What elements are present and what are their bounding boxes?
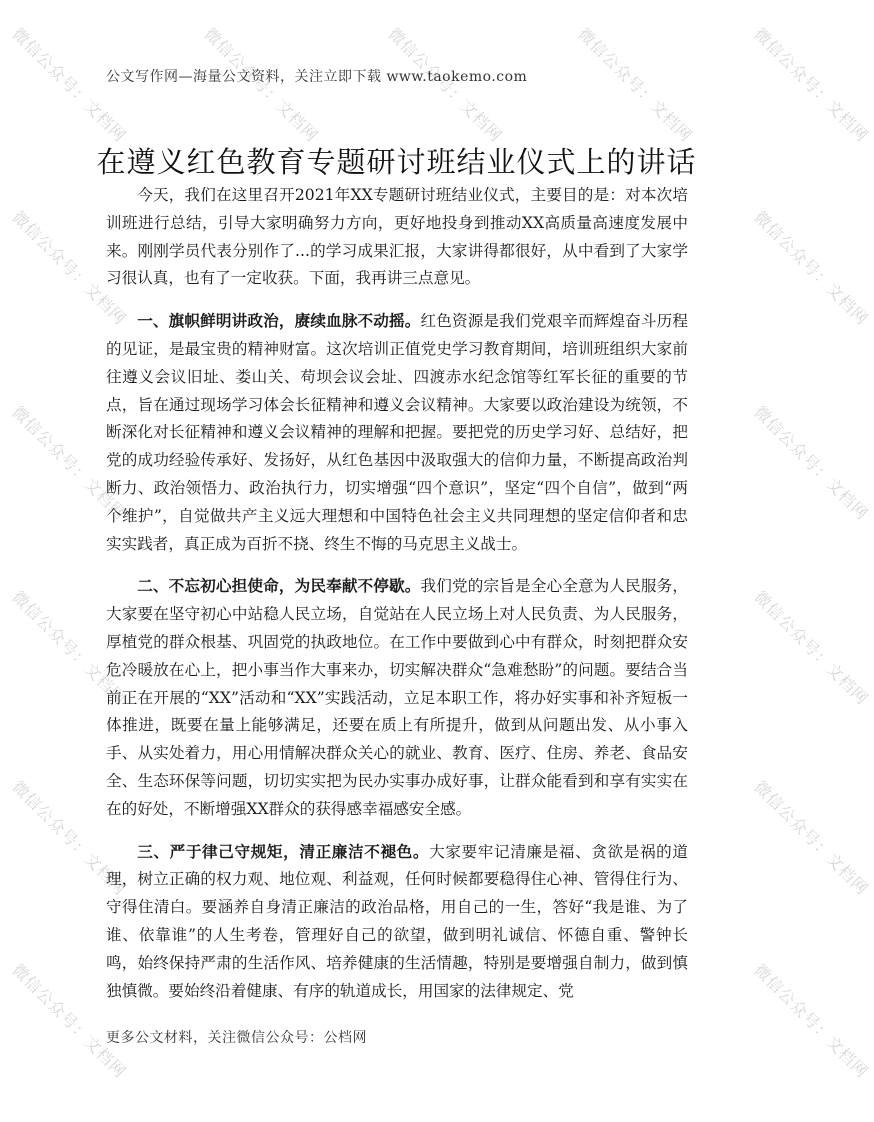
section-heading-1: 一、旗帜鲜明讲政治，赓续血脉不动摇。: [137, 311, 421, 331]
watermark: 微信公众号：文档网: [8, 24, 131, 146]
watermark: 微信公众号：文档网: [750, 402, 873, 524]
watermark: 微信公众号：文档网: [750, 207, 873, 329]
section-text-3: 大家要牢记清廉是福、贪欲是祸的道理，树立正确的权力观、地位观、利益观，任何时候都要稳得住心神、管得住行为、守得住清白。要涵养自身清正廉洁的政治品格，用自己的一生，答好“我是谁、为了谁、依靠谁”的人生考卷，管理好自己的欲望，做到明礼诚信、怀德自重、警钟长鸣，始终保持严肃的生活作风、培养健康的生活情趣，特别是要增强自制力，做到慎独慎微。要始终沿着健康、有序的轨道成长，用国家的法律规定、党: [106, 842, 688, 1000]
section-heading-3: 三、严于律己守规矩，清正廉洁不褪色。: [137, 841, 430, 861]
watermark: 微信公众号：文档网: [8, 777, 131, 899]
intro-paragraph: 今天，我们在这里召开2021年XX专题研讨班结业仪式，主要目的是：对本次培训班进行总结，引导大家明确努力方向，更好地投身到推动XX高质量高速度发展中来。刚刚学员代表分别作了...的学习成果汇报，大家讲得都很好，从中看到了大家学习很认真，也有了一定收获。下面，我再讲三点意见。: [106, 186, 688, 288]
watermark: 微信公众号：文档网: [8, 402, 131, 524]
watermark: 微信公众号：文档网: [750, 960, 873, 1082]
watermark: 微信公众号：文档网: [750, 587, 873, 709]
section-paragraph-1: [106, 307, 688, 558]
watermark: 微信公众号：文档网: [8, 587, 131, 709]
page-header: 公文写作网—海量公文资料，关注立即下载 www.taokemo.com: [106, 69, 528, 85]
watermark: 微信公众号：文档网: [750, 24, 873, 146]
section-text-1: 红色资源是我们党艰辛而辉煌奋斗历程的见证，是最宝贵的精神财富。这次培训正值党史学习教育期间，培训班组织大家前往遵义会议旧址、娄山关、苟坝会议会址、四渡赤水纪念馆等红军长征的重要的节点，旨在通过现场学习体会长征精神和遵义会议精神。大家要以政治建设为统领，不断深化对长征精神和遵义会议精神的理解和把握。要把党的历史学习好、总结好，把党的成功经验传承好、发扬好，从红色基因中汲取强大的信仰力量，不断提高政治判断力、政治领悟力、政治执行力，切实增强“四个意识”，坚定“四个自信”，做到“两个维护”，自觉做共产主义远大理想和中国特色社会主义共同理想的坚定信仰者和忠实实践者，真正成为百折不挠、终生不悔的马克思主义战士。: [106, 312, 688, 553]
document-body: [106, 182, 688, 1005]
document-title: 在遵义红色教育专题研讨班结业仪式上的讲话: [96, 145, 697, 179]
watermark: 微信公众号：文档网: [384, 24, 507, 146]
watermark: 微信公众号：文档网: [8, 960, 131, 1082]
section-paragraph-3: [106, 838, 688, 1006]
watermark: 微信公众号：文档网: [200, 24, 323, 146]
watermark: 微信公众号：文档网: [750, 777, 873, 899]
watermark: 微信公众号：文档网: [574, 24, 697, 146]
section-text-2: 我们党的宗旨是全心全意为人民服务，大家要在坚守初心中站稳人民立场，自觉站在人民立场上对人民负责、为人民服务，厚植党的群众根基、巩固党的执政地位。在工作中要做到心中有群众，时刻把群众安危冷暖放在心上，把小事当作大事来办，切实解决群众“急难愁盼”的问题。要结合当前正在开展的“XX”活动和“XX”实践活动，立足本职工作，将办好实事和补齐短板一体推进，既要在量上能够满足，还要在质上有所提升，做到从问题出发、从小事入手、从实处着力，用心用情解决群众关心的就业、教育、医疗、住房、养老、食品安全、生态环保等问题，切切实实把为民办实事办成好事，让群众能看到和享有实实在在的好处，不断增强XX群众的获得感幸福感安全感。: [106, 577, 688, 818]
page-footer: 更多公文材料，关注微信公众号：公档网: [106, 1030, 367, 1046]
watermark: 微信公众号：文档网: [8, 207, 131, 329]
section-paragraph-2: [106, 572, 688, 823]
section-heading-2: 二、不忘初心担使命，为民奉献不停歇。: [137, 576, 421, 596]
